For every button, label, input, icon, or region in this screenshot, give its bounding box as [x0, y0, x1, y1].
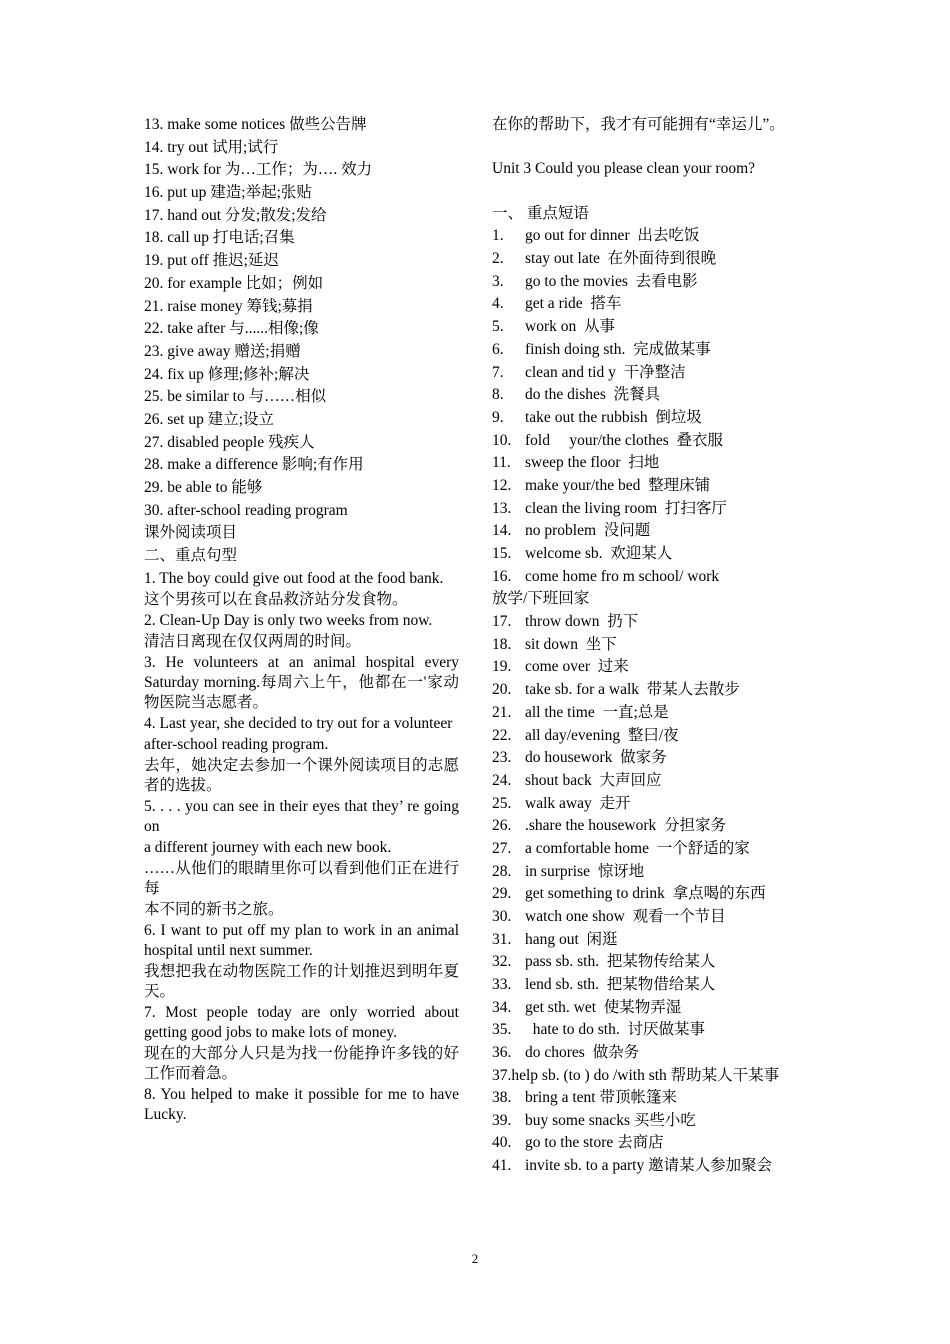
phrase-number: 16.: [492, 567, 512, 585]
phrase-number: 5.: [492, 318, 504, 336]
phrase-text: welcome sb. 欢迎某人: [525, 545, 673, 562]
phrase-number: 4.: [492, 295, 504, 313]
spacer: [492, 136, 812, 158]
phrase-item: [492, 793, 812, 816]
phrase-item: 13. make some notices 做些公告牌: [144, 116, 367, 133]
phrase-item: 37.help sb. (to ) do /with sth 帮助某人干某事: [492, 1066, 780, 1084]
phrase-number: 41.: [492, 1156, 512, 1174]
phrase-item: 25. be similar to 与……相似: [144, 388, 327, 406]
phrase-item: 28. make a difference 影响;有作用: [144, 456, 364, 474]
unit-title: Unit 3 Could you please clean your room?: [492, 160, 756, 177]
phrase-number: 8.: [492, 386, 504, 404]
phrase-text: stay out late 在外面待到很晚: [525, 250, 717, 268]
phrase-number: 34.: [492, 998, 512, 1016]
phrase-text: go to the movies 去看电影: [525, 272, 698, 290]
sentence-english: 8. You helped to make it possible for me to have Lucky.: [144, 1085, 459, 1123]
phrase-text: watch one show 观看一个节目: [525, 908, 726, 925]
sentence-chinese: 去年，她决定去参加一个课外阅读项目的志愿者的选拔。: [144, 756, 459, 794]
phrase-item: [492, 702, 812, 725]
phrase-text: .share the housework 分担家务: [525, 817, 727, 835]
phrase-item: 15. work for 为…工作；为…. 效力: [144, 161, 373, 179]
phrase-text: do housework 做家务: [525, 749, 667, 767]
phrase-text: make your/the bed 整理床铺: [525, 476, 711, 494]
phrase-number: 9.: [492, 408, 504, 426]
sentence-english: 7. Most people today are only worried about getting good jobs to make lots of money.: [144, 1003, 459, 1041]
phrase-number: 24.: [492, 771, 512, 789]
phrase-text: pass sb. sth. 把某物传给某人: [525, 953, 716, 971]
phrase-text: get a ride 搭车: [525, 295, 622, 313]
phrase-text: hate to do sth. 讨厌做某事: [525, 1021, 705, 1039]
phrase-number: 13.: [492, 499, 512, 517]
phrase-number: 27.: [492, 839, 512, 857]
phrase-item: [492, 316, 812, 339]
phrase-text: take out the rubbish 倒垃圾: [525, 408, 702, 426]
phrase-number: 3.: [492, 272, 504, 290]
phrase-item: [492, 1132, 812, 1155]
phrase-item: [492, 384, 812, 407]
phrase-item: [492, 430, 812, 453]
phrase-translation: 课外阅读项目: [144, 524, 238, 542]
sentence-chinese: 清洁日离现在仅仅两周的时间。: [144, 632, 362, 650]
section-heading: 二、重点句型: [144, 547, 238, 565]
phrase-number: 7.: [492, 363, 504, 381]
phrase-item: [492, 543, 812, 566]
phrase-number: 32.: [492, 953, 512, 971]
sentence-english: 1. The boy could give out food at the food bank.: [144, 569, 444, 587]
right-column: [492, 114, 812, 1178]
phrase-item: 26. set up 建立;设立: [144, 410, 275, 428]
phrase-number: 26.: [492, 817, 512, 835]
phrase-item: [492, 747, 812, 770]
phrase-number: 2.: [492, 250, 504, 268]
phrase-item: [492, 634, 812, 657]
phrase-number: 10.: [492, 431, 512, 449]
phrase-text: a comfortable home 一个舒适的家: [525, 839, 750, 857]
sentence-english: after-school reading program.: [144, 735, 329, 753]
phrase-text: sit down 坐下: [525, 635, 617, 653]
phrase-text: do chores 做杂务: [525, 1044, 640, 1062]
phrase-text: get sth. wet 使某物弄湿: [525, 998, 682, 1016]
phrase-number: 36.: [492, 1044, 512, 1062]
phrase-item: [492, 611, 812, 634]
sentence-chinese: 本不同的新书之旅。: [144, 900, 284, 918]
spacer: [492, 181, 812, 203]
phrase-item: 16. put up 建造;举起;张贴: [144, 184, 312, 202]
phrase-item: 29. be able to 能够: [144, 479, 263, 496]
phrase-item: [492, 498, 812, 521]
phrase-number: 21.: [492, 703, 512, 721]
phrase-number: 28.: [492, 862, 512, 880]
phrase-number: 40.: [492, 1134, 512, 1152]
phrase-number: 15.: [492, 545, 512, 562]
phrase-number: 39.: [492, 1111, 512, 1129]
phrase-item: 22. take after 与......相像;像: [144, 320, 319, 338]
phrase-item: [492, 725, 812, 748]
sentence-chinese: 我想把我在动物医院工作的计划推迟到明年夏天。: [144, 962, 459, 1000]
phrase-item: [492, 407, 812, 430]
phrase-item: 20. for example 比如；例如: [144, 274, 324, 292]
sentence-english: 3. He volunteers at an animal hospital every Saturday morning.每周六上午，他都在一'家动物医院当志愿者。: [144, 653, 459, 711]
phrase-item: [492, 679, 812, 702]
phrase-item: 18. call up 打电话;召集: [144, 229, 295, 247]
phrase-item: [492, 838, 812, 861]
phrase-text: in surprise 惊讶地: [525, 862, 645, 880]
phrase-item: 23. give away 赠送;捐赠: [144, 342, 301, 360]
phrase-text: come home fro m school/ work: [525, 567, 720, 585]
phrase-item: [492, 339, 812, 362]
phrase-number: 31.: [492, 930, 512, 948]
phrase-number: 19.: [492, 658, 512, 676]
phrase-text: throw down 扔下: [525, 613, 639, 631]
phrase-text: no problem 没问题: [525, 522, 651, 540]
page-number: 2: [471, 1251, 479, 1266]
phrase-text: buy some snacks 买些小吃: [525, 1111, 696, 1129]
phrase-text: fold your/the clothes 叠衣服: [525, 431, 724, 449]
phrase-text: get something to drink 拿点喝的东西: [525, 885, 766, 903]
phrase-number: 1.: [492, 227, 504, 245]
phrase-item: [492, 656, 812, 679]
phrase-item: 30. after-school reading program: [144, 501, 348, 519]
phrase-number: 14.: [492, 522, 512, 540]
phrase-number: 6.: [492, 340, 504, 358]
phrase-number: 25.: [492, 794, 512, 812]
sentence-chinese: 现在的大部分人只是为找一份能挣许多钱的好工作而着急。: [144, 1044, 459, 1082]
phrase-number: 22.: [492, 726, 512, 744]
phrase-text: all day/evening 整曰/夜: [525, 726, 679, 744]
sentence-english: a different journey with each new book.: [144, 838, 392, 856]
phrase-number: 12.: [492, 476, 512, 494]
phrase-item: [492, 452, 812, 475]
phrase-text: shout back 大声回应: [525, 771, 662, 789]
phrase-number: 33.: [492, 976, 512, 994]
phrase-item: 17. hand out 分发;散发;发给: [144, 206, 327, 224]
phrase-item: [492, 248, 812, 271]
phrase-item: [492, 1155, 812, 1178]
phrase-text: bring a tent 带顶帐篷来: [525, 1088, 677, 1106]
left-column: [144, 114, 459, 1126]
phrase-item: [492, 293, 812, 316]
sentence-chinese: 在你的帮助下，我才有可能拥有“幸运儿”。: [492, 116, 785, 133]
phrase-translation: 放学/下班回家: [492, 590, 590, 608]
phrase-text: clean and tid y 干净整洁: [525, 363, 686, 381]
phrase-number: 20.: [492, 681, 512, 699]
phrase-text: sweep the floor 扫地: [525, 454, 660, 472]
phrase-item: [492, 929, 812, 952]
sentence-english: 5. . . . you can see in their eyes that they’ re going on: [144, 797, 459, 835]
sentence-chinese: 这个男孩可以在食品救济站分发食物。: [144, 590, 408, 608]
phrase-item: [492, 1019, 812, 1042]
phrase-item: [492, 815, 812, 838]
phrase-number: 23.: [492, 749, 512, 767]
phrase-text: take sb. for a walk 带某人去散步: [525, 681, 740, 699]
phrase-item: [492, 520, 812, 543]
phrase-item: [492, 475, 812, 498]
phrase-text: walk away 走开: [525, 794, 631, 812]
sentence-english: 2. Clean-Up Day is only two weeks from now.: [144, 611, 433, 629]
phrase-text: lend sb. sth. 把某物借给某人: [525, 976, 716, 994]
phrase-item: 24. fix up 修理;修补;解决: [144, 365, 310, 383]
phrase-item: [492, 770, 812, 793]
phrase-item: 21. raise money 筹钱;募捐: [144, 297, 313, 315]
section-heading: 一、 重点短语: [492, 204, 589, 222]
phrase-number: 11.: [492, 454, 511, 472]
phrase-text: work on 从事: [525, 318, 615, 336]
phrase-item: [492, 1042, 812, 1065]
phrase-item: [492, 1110, 812, 1133]
phrase-item: [492, 225, 812, 248]
phrase-item: [492, 974, 812, 997]
phrase-number: 35.: [492, 1021, 512, 1039]
phrase-number: 18.: [492, 635, 512, 653]
phrase-text: invite sb. to a party 邀请某人参加聚会: [525, 1156, 773, 1174]
phrase-item: [492, 566, 812, 589]
phrase-text: go to the store 去商店: [525, 1134, 664, 1152]
phrase-item: [492, 906, 812, 929]
phrase-number: 30.: [492, 908, 512, 925]
phrase-item: [492, 1087, 812, 1110]
sentence-chinese: ……从他们的眼睛里你可以看到他们正在进行每: [144, 859, 459, 897]
phrase-item: 14. try out 试用;试行: [144, 138, 279, 156]
phrase-number: 38.: [492, 1088, 512, 1106]
phrase-item: 19. put off 推迟;延迟: [144, 252, 279, 270]
phrase-text: hang out 闲逛: [525, 930, 618, 948]
phrase-item: 27. disabled people 残疾人: [144, 433, 315, 451]
phrase-text: go out for dinner 出去吃饭: [525, 227, 700, 245]
phrase-item: [492, 883, 812, 906]
phrase-item: [492, 997, 812, 1020]
phrase-number: 29.: [492, 885, 512, 903]
sentence-english: 6. I want to put off my plan to work in an animal hospital until next summer.: [144, 921, 459, 959]
sentence-english: 4. Last year, she decided to try out for a volunteer: [144, 714, 453, 732]
phrase-item: [492, 861, 812, 884]
phrase-text: all the time 一直;总是: [525, 703, 669, 721]
phrase-text: clean the living room 打扫客厅: [525, 499, 727, 517]
phrase-item: [492, 271, 812, 294]
phrase-text: do the dishes 洗餐具: [525, 386, 661, 404]
phrase-number: 17.: [492, 613, 512, 631]
phrase-text: finish doing sth. 完成做某事: [525, 340, 711, 358]
phrase-item: [492, 951, 812, 974]
phrase-item: [492, 362, 812, 385]
phrase-text: come over 过来: [525, 658, 629, 676]
